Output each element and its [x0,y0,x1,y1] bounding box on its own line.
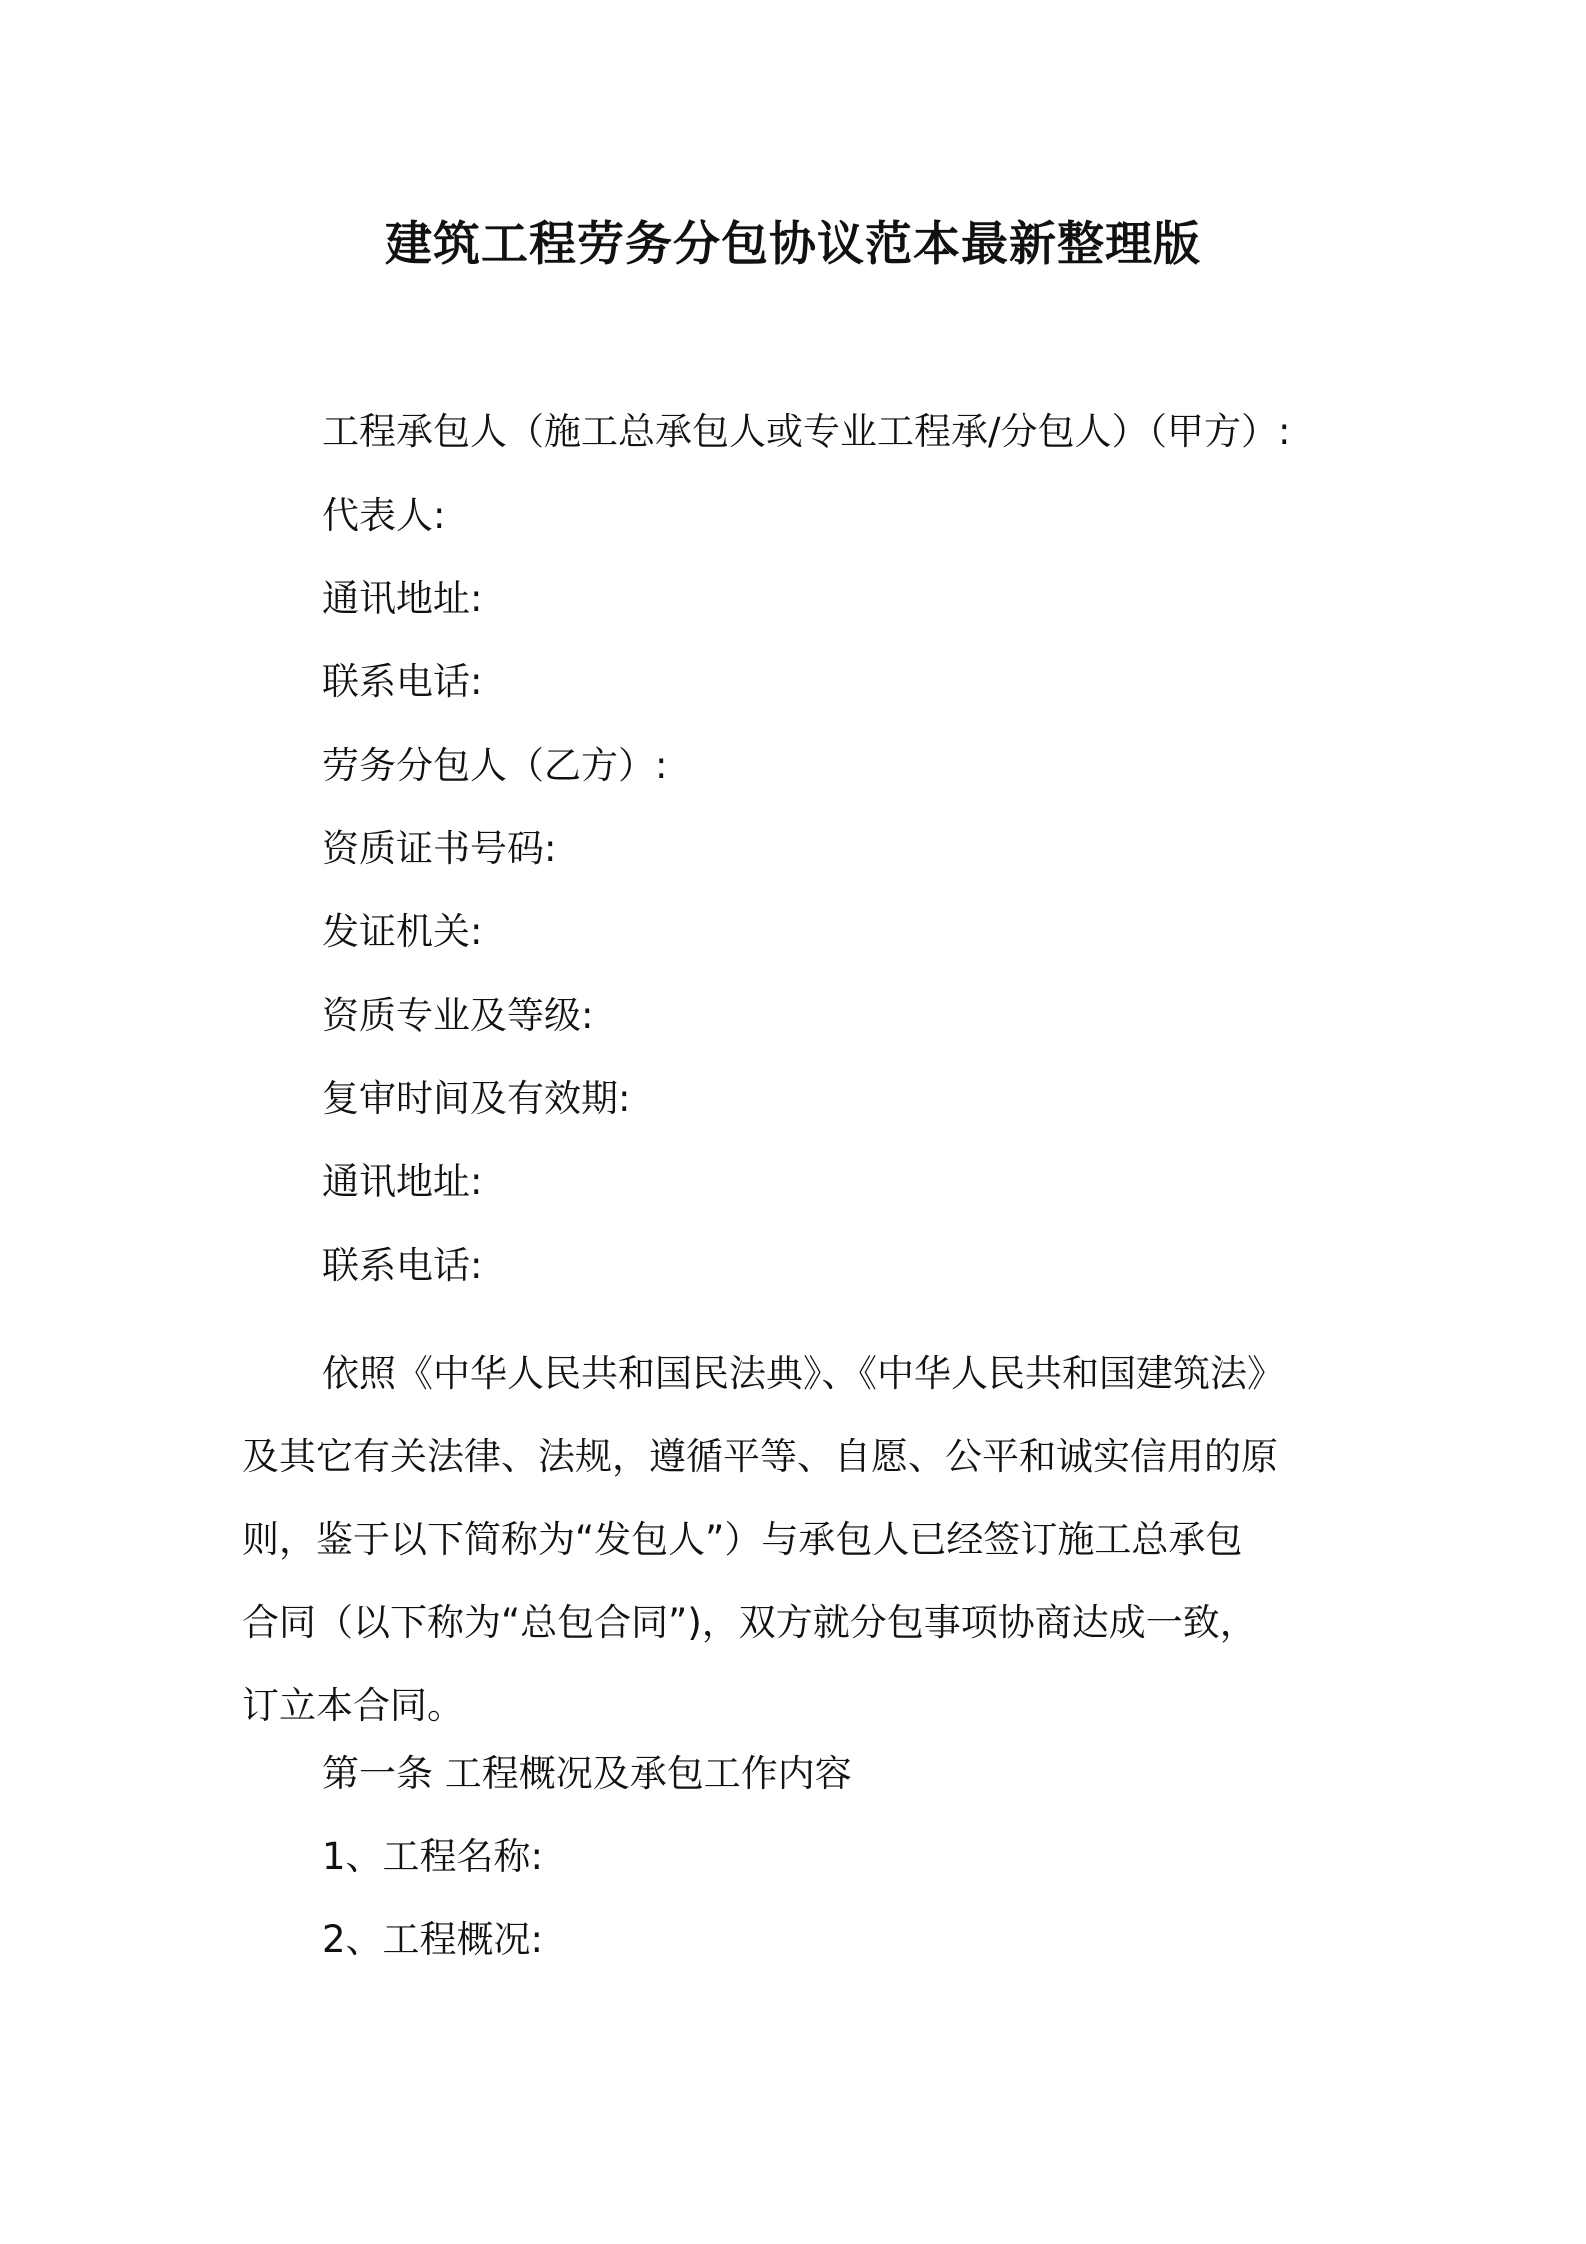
field-contractor-address: 通讯地址: [322,577,483,620]
field-subcontractor-phone: 联系电话: [322,1244,483,1287]
field-contractor-phone: 联系电话: [322,660,483,703]
field-issuing-authority: 发证机关: [322,910,483,953]
article-1-item-project-overview: 2、工程概况: [322,1918,544,1961]
preamble-line: 依照《中华人民共和国民法典》、《中华人民共和国建筑法》 [322,1352,1284,1395]
preamble-line: 订立本合同。 [242,1684,464,1727]
preamble-paragraph [242,1332,1362,1747]
article-1-item-project-name: 1、工程名称: [322,1835,544,1878]
field-qualification-grade: 资质专业及等级: [322,994,594,1037]
document-title: 建筑工程劳务分包协议范本最新整理版 [385,217,1201,272]
field-subcontractor: 劳务分包人（乙方）: [322,744,668,787]
preamble-line: 合同（以下称为“总包合同”)，双方就分包事项协商达成一致， [242,1601,1257,1644]
field-review-validity: 复审时间及有效期: [322,1077,631,1120]
preamble-line: 及其它有关法律、法规，遵循平等、自愿、公平和诚实信用的原 [242,1435,1278,1478]
field-subcontractor-address: 通讯地址: [322,1160,483,1203]
field-qualification-number: 资质证书号码: [322,827,557,870]
field-representative: 代表人: [322,494,446,537]
preamble-line: 则，鉴于以下简称为“发包人”）与承包人已经签订施工总承包 [242,1518,1243,1561]
article-1-heading: 第一条 工程概况及承包工作内容 [322,1752,852,1795]
field-contractor: 工程承包人（施工总承包人或专业工程承/分包人）（甲方）: [322,410,1291,453]
